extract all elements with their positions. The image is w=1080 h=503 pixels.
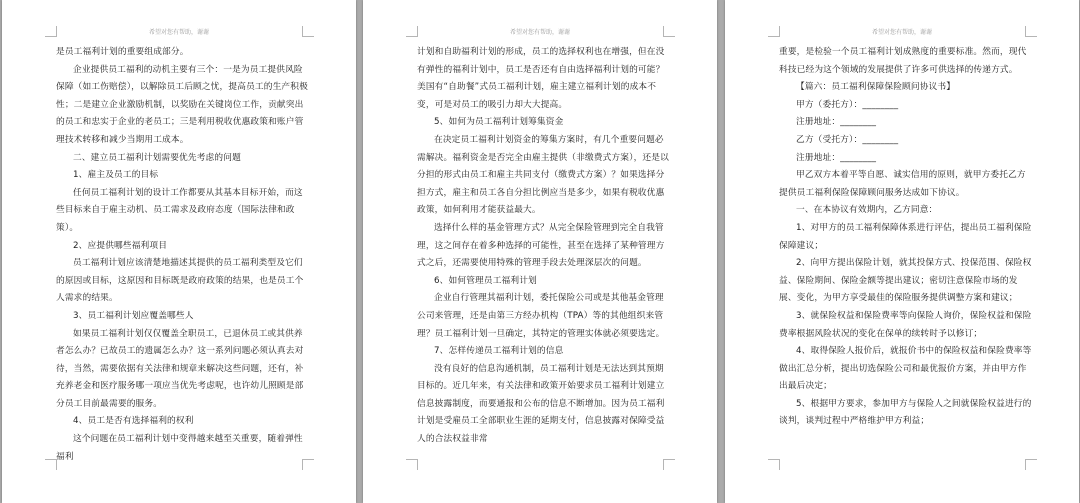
page-body	[56, 44, 311, 466]
margin-mark-top-left	[406, 26, 418, 37]
paragraph: 是员工福利计划的重要组成部分。	[56, 47, 189, 57]
paragraph: 甲方（委托方）：________	[796, 99, 899, 110]
paragraph: 重要，是检验一个员工福利计划成熟度的重要标准。然而，现代科技已经为这个领域的发展提供了许多可供选择的传递方式。	[779, 47, 1027, 75]
paragraph: 没有良好的信息沟通机制，员工福利计划是无法达到其预期目标的。近几年来，有关法律和政策开始要求员工福利计划建立信息披露制度，而要通报和公布的信息不断增加。因为员工福利计划是受雇员工全部职业生涯的延期支付，信息披露对保障受益人的合法权益非常	[417, 363, 665, 445]
paragraph: 在决定员工福利计划资金的筹集方案时，有几个重要问题必需解决。福利资金是否完全由雇主提供（非缴费式方案），还是以分担的形式由员工和雇主共同支付（缴费式方案）？如果选择分担方式，雇主和员工各自分担比例应当是多少，如果有税收优惠政策，如何利用才能获益最大。	[417, 134, 669, 216]
paragraph: 2、向甲方提出保险计划，就其投保方式、投保范围、保险权益、保险期间、保险金额等提出建议；密切注意保险市场的发展、变化，为甲方享受最佳的保险服务提供调整方案和建议；	[779, 258, 1032, 304]
margin-mark-top-right	[663, 26, 675, 37]
paragraph: 这个问题在员工福利计划中变得越来越至关重要，随着弹性福利	[56, 434, 303, 462]
paragraph: 一、在本协议有效期内，乙方同意：	[796, 205, 938, 216]
paragraph: 选择什么样的基金管理方式？从完全保险管理到完全自我管理，这之间存在着多种选择的可能性，甚至在选择了某种管理方式之后，还需要使用特殊的管理手段去处理深层次的问题。	[417, 222, 665, 269]
paragraph: 3、就保险权益和保险费率等向保险人询价，保险权益和保险费率根据风险状况的变化在保单的续转时予以修订；	[779, 310, 1032, 339]
paragraph: 企业提供员工福利的动机主要有三个：一是为员工提供风险保障（如工伤赔偿），以解除员工后顾之忧，提高员工的生产积极性；二是建立企业激励机制，以奖励在关键岗位工作，贡献突出的员工和忠实于企业的老员工；三是利用税收优惠政策和账户管理技术转移和减少当期用工成本。	[56, 64, 308, 145]
page-header: 希望对您有帮助，谢谢	[871, 29, 932, 36]
document-page-3	[725, 0, 1079, 503]
paragraph: 二、建立员工福利计划需要优先考虑的问题	[73, 152, 241, 163]
margin-mark-bottom-left	[406, 459, 418, 470]
document-page-1	[2, 0, 356, 503]
paragraph: 计划和自助福利计划的形成，员工的选择权利也在增强，但在没有弹性的福利计划中，员工是否还有自由选择福利计划的可能？美国有“自助餐”式员工福利计划，雇主建立福利计划的成本不变，可是对员工的吸引力却大大提高。	[417, 47, 665, 110]
margin-mark-bottom-right	[663, 459, 675, 470]
paragraph: 乙方（受托方）：________	[796, 134, 899, 145]
paragraph: 5、根据甲方要求，参加甲方与保险人之间就保险权益进行的谈判，谈判过程中严格维护甲方利益；	[779, 398, 1032, 427]
page-header: 希望对您有帮助，谢谢	[509, 29, 570, 36]
paragraph: 4、员工是否有选择福利的权利	[73, 416, 194, 427]
paragraph: 如果员工福利计划仅仅覆盖全职员工，已退休员工或其供养者怎么办？已故员工的遗属怎么办？这一系列问题必须认真去对待，当然，需要依据有关法律和规章来解决这些问题，还有，补充养老金和医疗服务哪一项应当优先考虑呢，也许幼儿照顾是部分员工目前最需要的服务。	[56, 328, 304, 409]
paragraph: 甲乙双方本着平等自愿、诚实信用的原则，就甲方委托乙方提供员工福利保险保障顾问服务达成如下协议。	[779, 170, 1026, 198]
paragraph: 2、应提供哪些福利项目	[73, 240, 168, 251]
paragraph: 【篇六：员工福利保障保险顾问协议书】	[796, 82, 956, 93]
margin-mark-top-left	[768, 26, 780, 37]
page-header: 希望对您有帮助，谢谢	[148, 29, 209, 36]
document-page-2	[363, 0, 717, 503]
paragraph: 企业自行管理其福利计划，委托保险公司或是其他基金管理公司来管理，还是由第三方经办机构（TPA）等的其他组织来管理？员工福利计划一旦确定，其特定的管理实体就必须要选定。	[417, 293, 665, 339]
paragraph: 1、对甲方的员工福利保障体系进行评估，提出员工福利保险保障建议；	[779, 222, 1032, 251]
paragraph: 6、如何管理员工福利计划	[434, 275, 537, 286]
page-body	[779, 44, 1034, 431]
page-body	[417, 44, 672, 449]
paragraph: 注册地址：________	[796, 117, 877, 128]
paragraph: 4、取得保险人报价后，就报价书中的保险权益和保险费率等做出汇总分析，提出切选保险公司和最优报价方案，并由甲方作出最后决定；	[779, 346, 1032, 392]
margin-mark-top-right	[302, 26, 314, 37]
margin-mark-bottom-left	[768, 459, 780, 470]
margin-mark-top-left	[45, 26, 57, 37]
margin-mark-top-right	[1025, 26, 1037, 37]
paragraph: 3、员工福利计划应覆盖哪些人	[73, 310, 194, 321]
paragraph: 员工福利计划应该清楚地描述其提供的员工福利类型及它们的原因或目标，这原因和目标既是政府政策的结果，也是员工个人需求的结果。	[56, 258, 304, 304]
margin-mark-bottom-right	[1025, 459, 1037, 470]
paragraph: 5、如何为员工福利计划筹集资金	[434, 117, 564, 128]
paragraph: 7、怎样传递员工福利计划的信息	[434, 346, 564, 357]
paragraph: 注册地址：________	[796, 152, 877, 163]
paragraph: 1、雇主及员工的目标	[73, 170, 159, 181]
paragraph: 任何员工福利计划的设计工作都要从其基本目标开始，而这些目标来自于雇主动机、员工需求及政府态度（国际法律和政策）。	[56, 187, 303, 233]
